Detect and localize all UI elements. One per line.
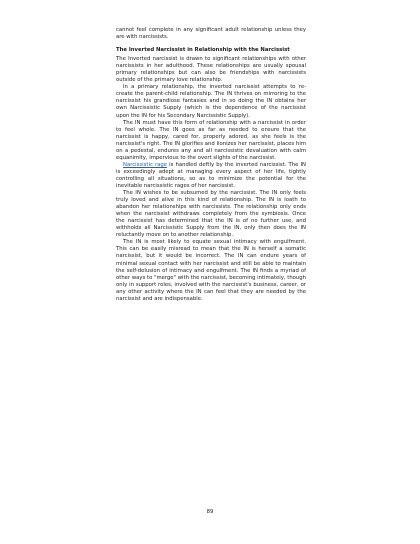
page-content (116, 27, 306, 303)
paragraph-4 (116, 162, 306, 190)
intro-paragraph: cannot feel complete in any significant adult relationship unless they are with narcissists. (116, 27, 306, 41)
paragraph-5: The IN wishes to be subsumed by the narcissist. The IN only feels truly loved and alive in this kind of relationship. The IN is loath to abandon her relationships with narcissists. The relationship only ends when the narcissist withdraws completely from the symbiosis. Once the narcissist has determined that the IN is of no further use, and withholds all Narcissistic Supply from the IN, only then does the IN reluctantly move on to another relationship. (116, 190, 306, 239)
page-number: 89 (206, 509, 214, 515)
paragraph-6: The IN is most likely to equate sexual intimacy with engulfment. This can be easily misread to mean that the IN is herself a somatic narcissist, but it would be incorrect. The IN can endure years of minimal sexual contact with her narcissist and still be able to maintain the self-delusion of intimacy and engulfment. The IN finds a myriad of other ways to "merge" with the narcissist, becoming intimately, though only in support roles, involved with the narcissist's business, career, or any other activity where the IN can feel that they are needed by the narcissist and are indispensable. (116, 239, 306, 302)
paragraph-2: In a primary relationship, the inverted narcissist attempts to re-create the parent-child relationship. The IN thrives on mirroring to the narcissist his grandiose fantasies and in so doing the IN obtains her own Narcissistic Supply (which is the dependence of the narcissist upon the IN for his Secondary Narcissistic Supply). (116, 84, 306, 119)
narcissistic-rage-link[interactable]: Narcissistic rage (123, 161, 168, 168)
paragraph-4-text: is handled deftly by the inverted narcissist. The IN is exceedingly adept at managing every aspect of her life, tightly controlling all situations, so as to minimize the potential for the inevitable narcissistic rages of her narcissist. (116, 161, 306, 189)
paragraph-3: The IN must have this form of relationship with a narcissist in order to feel whole. The IN goes as far as needed to ensure that the narcissist is happy, cared for, properly adored, as she feels is the narcissist's right. The IN glorifies and lionizes her narcissist, places him on a pedestal, endures any and all narcissistic devaluation with calm equanimity, impervious to the overt slights of the narcissist. (116, 119, 306, 161)
section-heading: The Inverted Narcissist in Relationship with the Narcissist (116, 47, 290, 54)
paragraph-1: The Inverted narcissist is drawn to significant relationships with other narcissists in her adulthood. These relationships are usually spousal primary relationships but can also be friendships with narcissists outside of the primary love relationship. (116, 56, 306, 84)
